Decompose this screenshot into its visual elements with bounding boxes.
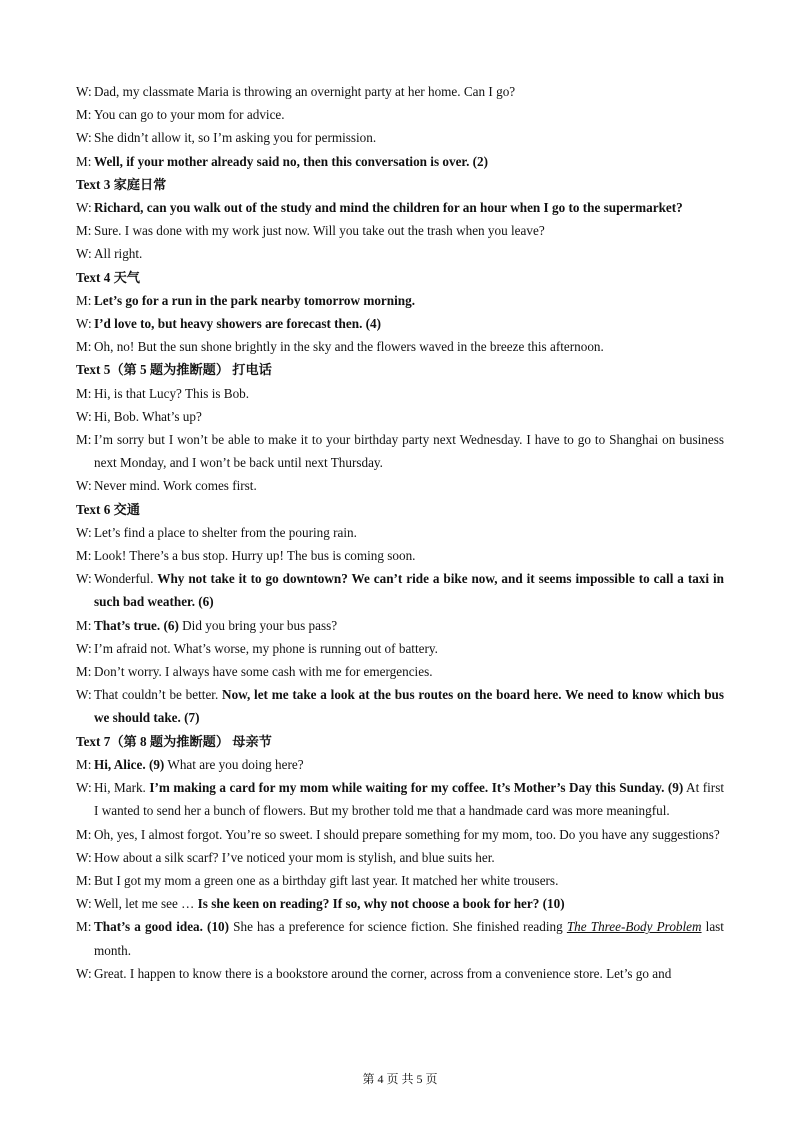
dialogue-line	[76, 753, 724, 776]
speaker-label: M:	[76, 107, 92, 123]
dialogue-line	[76, 892, 724, 915]
dialogue-text: I’m afraid not. What’s worse, my phone is running out of battery.	[94, 640, 438, 656]
speaker-label: W:	[76, 316, 92, 332]
dialogue-line	[76, 660, 724, 683]
dialogue-text: She has a preference for science fiction. She finished reading	[229, 919, 567, 935]
dialogue-line	[76, 126, 724, 149]
speaker-label: W:	[76, 246, 92, 262]
key-sentence: Now, let me take a look at the bus routes on the board here. We need to know which bus we should take. (7)	[94, 687, 724, 726]
speaker-label: M:	[76, 919, 92, 935]
key-sentence: That’s true. (6)	[94, 617, 179, 633]
dialogue-text: Don’t worry. I always have some cash with me for emergencies.	[94, 664, 433, 680]
dialogue-text: Hi, Bob. What’s up?	[94, 408, 202, 424]
dialogue-line	[76, 683, 724, 729]
section-heading: Text 3 家庭日常	[76, 176, 167, 192]
speaker-label: M:	[76, 432, 92, 448]
dialogue-line	[76, 637, 724, 660]
key-sentence: Hi, Alice. (9)	[94, 756, 165, 772]
dialogue-text: Never mind. Work comes first.	[94, 478, 257, 494]
key-sentence: Let’s go for a run in the park nearby tomorrow morning.	[94, 292, 416, 308]
dialogue-line	[76, 242, 724, 265]
speaker-label: M:	[76, 872, 92, 888]
speaker-label: W:	[76, 478, 92, 494]
dialogue-text: You can go to your mom for advice.	[94, 107, 285, 123]
key-sentence: Why not take it to go downtown? We can’t ride a bike now, and it seems impossible to call a taxi in such bad weather. (6)	[94, 571, 724, 610]
speaker-label: W:	[76, 687, 92, 703]
key-sentence: I’d love to, but heavy showers are forecast then. (4)	[94, 316, 382, 332]
dialogue-line	[76, 567, 724, 613]
key-sentence: Is she keen on reading? If so, why not choose a book for her? (10)	[197, 896, 565, 912]
speaker-label: W:	[76, 130, 92, 146]
page-footer: 第 4 页 共 5 页	[362, 1072, 438, 1086]
speaker-label: M:	[76, 756, 92, 772]
speaker-label: M:	[76, 617, 92, 633]
dialogue-line	[76, 614, 724, 637]
book-title: The Three-Body Problem	[566, 919, 702, 935]
dialogue-line	[76, 521, 724, 544]
dialogue-text: I’m sorry but I won’t be able to make it to your birthday party next Wednesday. I have to go to Shanghai on business next Monday, and I won’t be back until next Thursday.	[94, 432, 724, 471]
speaker-label: M:	[76, 664, 92, 680]
speaker-label: W:	[76, 200, 92, 216]
dialogue-text: Look! There’s a bus stop. Hurry up! The bus is coming soon.	[94, 548, 416, 564]
dialogue-text: Hi, Mark.	[94, 780, 150, 796]
speaker-label: W:	[76, 640, 92, 656]
transcript-body	[76, 80, 724, 985]
dialogue-line	[76, 289, 724, 312]
dialogue-text: How about a silk scarf? I’ve noticed your mom is stylish, and blue suits her.	[94, 849, 495, 865]
dialogue-line	[76, 219, 724, 242]
dialogue-text: Great. I happen to know there is a bookstore around the corner, across from a convenience store. Let’s go and	[94, 965, 672, 981]
dialogue-line	[76, 915, 724, 961]
dialogue-line	[76, 776, 724, 822]
speaker-label: M:	[76, 153, 92, 169]
speaker-label: W:	[76, 408, 92, 424]
key-sentence: That’s a good idea. (10)	[94, 919, 230, 935]
dialogue-line	[76, 150, 724, 173]
dialogue-text: That couldn’t be better.	[94, 687, 223, 703]
speaker-label: W:	[76, 780, 92, 796]
speaker-label: M:	[76, 292, 92, 308]
dialogue-line	[76, 846, 724, 869]
speaker-label: W:	[76, 571, 92, 587]
dialogue-text: Oh, no! But the sun shone brightly in the sky and the flowers waved in the breeze this afternoon.	[94, 339, 604, 355]
key-sentence: Richard, can you walk out of the study and mind the children for an hour when I go to the supermarket?	[94, 200, 683, 216]
dialogue-text: But I got my mom a green one as a birthday gift last year. It matched her white trousers.	[94, 872, 559, 888]
dialogue-line	[76, 428, 724, 474]
dialogue-line	[76, 474, 724, 497]
dialogue-text: Wonderful.	[94, 571, 158, 587]
key-sentence: Well, if your mother already said no, then this conversation is over. (2)	[94, 153, 489, 169]
dialogue-line	[76, 103, 724, 126]
speaker-label: W:	[76, 524, 92, 540]
dialogue-line	[76, 544, 724, 567]
speaker-label: W:	[76, 84, 92, 99]
speaker-label: M:	[76, 548, 92, 564]
speaker-label: W:	[76, 965, 92, 981]
dialogue-line	[76, 335, 724, 358]
dialogue-text: All right.	[94, 246, 143, 262]
dialogue-line	[76, 196, 724, 219]
dialogue-text: She didn’t allow it, so I’m asking you for permission.	[94, 130, 377, 146]
dialogue-text: Hi, is that Lucy? This is Bob.	[94, 385, 250, 401]
speaker-label: W:	[76, 896, 92, 912]
dialogue-text: Well, let me see …	[94, 896, 198, 912]
dialogue-line	[76, 80, 724, 103]
speaker-label: M:	[76, 385, 92, 401]
section-heading: Text 5（第 5 题为推断题） 打电话	[76, 362, 272, 378]
dialogue-line	[76, 405, 724, 428]
section-heading: Text 7（第 8 题为推断题） 母亲节	[76, 733, 272, 749]
speaker-label: M:	[76, 339, 92, 355]
dialogue-text: At first I wanted to send her a bunch of flowers. But my brother told me that a handmade card was more meaningful.	[94, 780, 724, 819]
dialogue-line	[76, 869, 724, 892]
dialogue-text: Let’s find a place to shelter from the pouring rain.	[94, 524, 357, 540]
dialogue-text: last month.	[94, 919, 724, 958]
speaker-label: M:	[76, 223, 92, 239]
key-sentence: I’m making a card for my mom while waiting for my coffee. It’s Mother’s Day this Sunday. (9)	[149, 780, 684, 796]
section-heading: Text 6 交通	[76, 501, 140, 517]
dialogue-text: Sure. I was done with my work just now. Will you take out the trash when you leave?	[94, 223, 545, 239]
dialogue-line	[76, 823, 724, 846]
dialogue-line	[76, 962, 724, 985]
dialogue-text: Did you bring your bus pass?	[178, 617, 338, 633]
dialogue-text: What are you doing here?	[164, 756, 304, 772]
dialogue-line	[76, 382, 724, 405]
dialogue-text: Dad, my classmate Maria is throwing an overnight party at her home. Can I go?	[94, 84, 516, 99]
speaker-label: W:	[76, 849, 92, 865]
dialogue-line	[76, 312, 724, 335]
speaker-label: M:	[76, 826, 92, 842]
section-heading: Text 4 天气	[76, 269, 140, 285]
dialogue-text: Oh, yes, I almost forgot. You’re so sweet. I should prepare something for my mom, too. Do you have any suggestions?	[94, 826, 720, 842]
